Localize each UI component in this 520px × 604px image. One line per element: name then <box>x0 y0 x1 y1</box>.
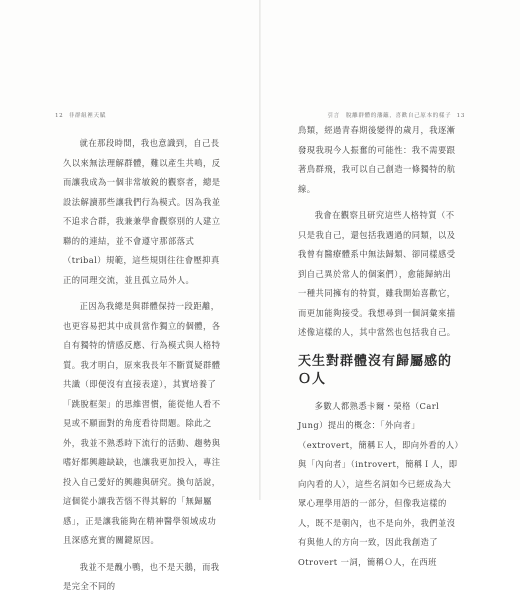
right-running-title: 引言 脫離群體的藩籬，喜歡自己原本的樣子 <box>327 113 452 119</box>
right-paragraph-1: 鳥類，經過青春期後變得的歲月，我逐漸發現我現今人振奮的可能性：我不需要跟著鳥群飛，我可以自己創造一條獨特的航線。 <box>298 125 456 194</box>
left-paragraph-3: 我並不是醜小鴨，也不是天鵝，而我是完全不同的 <box>63 561 220 591</box>
right-page-body <box>298 121 460 579</box>
left-page <box>0 0 259 591</box>
left-page-body <box>63 134 223 604</box>
left-page-header <box>52 111 106 119</box>
right-paragraph-2: 我會在觀察且研究這些人格特質（不只是我自己，還包括我遇過的同類，以及我曾有醫療體系中無法歸類、卻同樣感受到自己異於常人的個案們），愈能歸納出一種共同擁有的特質，雖我開始喜歡它，而更加能夠接受。我想尋到一個詞彙來描述像這樣的人，其中當然也包括我自己。 <box>298 210 456 337</box>
left-paragraph-2: 正因為我總是與群體保持一段距離，也更容易把其中成員當作獨立的個體，各自有獨特的情感反應、行為模式與人格特質。我才明白，原來我長年不斷質疑群體共識（即便沒有直接表達），其實培養了「跳脫框架」的思維習慣，能從他人看不見或不願面對的角度看待問題。除此之外，我並不熟悉時下流行的活動、趨勢與嗜好都興趣缺缺，也讓我更加投入，專注投入自己愛好的興趣與研究。換句話說，這個從小讓我苦惱不得其解的「無歸屬感」，正是讓我能夠在精神醫學領域成功且深感充實的關鍵原因。 <box>63 301 221 545</box>
left-page-number: 12 <box>55 113 64 119</box>
left-running-title: 非群組裡天賦 <box>68 113 106 119</box>
right-page <box>261 0 520 567</box>
section-heading: 天生對群體沒有歸屬感的Ｏ人 <box>298 353 453 387</box>
right-page-header <box>327 111 468 119</box>
left-paragraph-1: 就在那段時間，我也意識到，自己長久以來無法理解群體，難以產生共鳴，反而讓我成為一個非常敏銳的觀察者，總是設法解讀那些讓我們行為模式。因為我並不追求合群，我兼兼學會觀察別的人建立聯的的連結，並不會遵守那部落式（tribal）規範，這些規則往往會壓抑真正的同理交流，並且孤立局外人。 <box>63 138 221 285</box>
right-page-number: 13 <box>456 113 465 119</box>
right-paragraph-3: 多數人都熟悉卡爾・榮格（Carl Jung）提出的概念：「外向者」（extrovert，簡稱Ｅ人，即向外看的人）與「內向者」（introvert，簡稱Ｉ人，即向內看的人），這些名詞如今已經成為大眾心理學用語的一部分，但像我這樣的人，既不是朝內，也不是向外，我們並沒有與他人的方向一致，因此我創造了 Otrovert 一詞，簡稱Ｏ人，在西班 <box>298 400 460 567</box>
